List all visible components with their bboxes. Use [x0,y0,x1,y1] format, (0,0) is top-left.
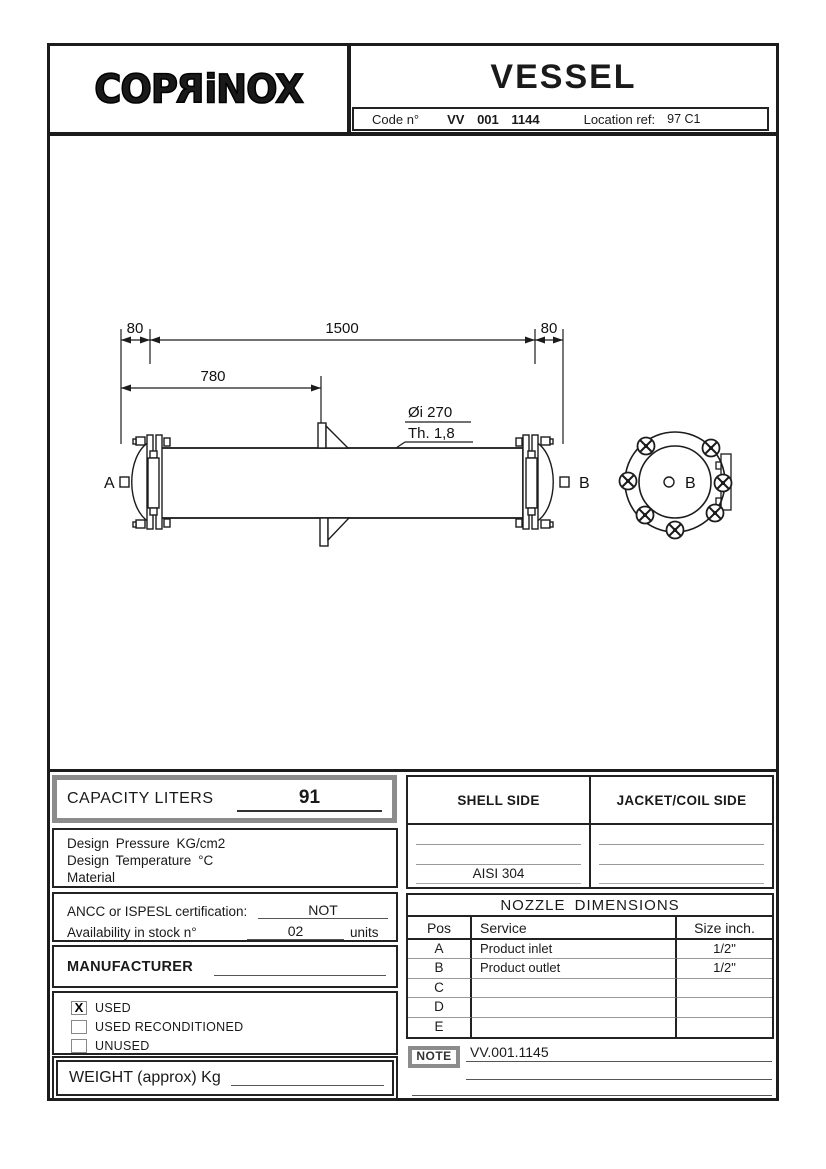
unused-label: UNUSED [95,1038,150,1053]
left-head-assembly [120,435,170,529]
vessel-side-view [120,423,569,546]
used-label: USED [95,1000,131,1015]
location-ref-value: 97 C1 [667,112,701,126]
logo-mirrored-r: R [176,66,205,112]
manufacturer-value-line [214,958,386,976]
pos-cell: B [408,959,472,978]
pos-cell: E [408,1018,472,1037]
weight-value-line [231,1070,384,1086]
used-reconditioned-label: USED RECONDITIONED [95,1019,244,1034]
nozzle-a-label: A [104,475,115,492]
jacket-side-column [591,825,772,887]
code-value: VV 001 1144 [447,111,540,127]
weight-label: WEIGHT (approx) Kg [69,1069,221,1086]
service-cell [472,979,677,998]
nozzle-b-label: B [579,475,590,492]
design-pressure-label: Design Pressure KG/cm2 [67,836,226,851]
stock-label: Availability in stock n° [67,925,197,940]
table-row [408,979,772,998]
dim-1500: 1500 [325,320,359,337]
design-conditions-box [52,828,398,888]
jacket-material-value [599,865,764,884]
table-row [408,940,772,959]
service-column-header: Service [472,917,677,939]
ancc-value: NOT [258,902,388,919]
service-cell: Product outlet [472,959,677,978]
right-head-assembly [516,435,569,529]
end-view-b-label: B [685,475,696,492]
design-temperature-label: Design Temperature °C [67,853,214,868]
condition-option-used-reconditioned [71,1017,396,1036]
nozzle-dimensions-table [406,893,774,1039]
logo-pre: COP [94,66,177,112]
capacity-label: CAPACITY LITERS [67,790,214,807]
pos-cell: C [408,979,472,998]
service-cell: Product inlet [472,940,677,959]
dim-inner-diameter: Øi 270 [408,404,453,421]
shell-pressure-value [416,825,581,845]
location-ref-label: Location ref: [583,111,656,127]
capacity-value: 91 [237,787,382,812]
pos-cell: A [408,940,472,959]
note-label: NOTE [408,1046,460,1068]
shell-temperature-value [416,845,581,865]
stock-units-label: units [350,925,379,940]
clamp-bolts [620,438,732,539]
service-cell [472,1018,677,1037]
unused-checkbox[interactable] [71,1039,87,1053]
dim-right-80: 80 [540,320,558,337]
table-row [408,959,772,978]
size-cell [677,979,772,998]
pos-cell: D [408,998,472,1017]
table-row [408,998,772,1017]
shell-side-column [408,825,591,887]
size-column-header: Size inch. [694,920,755,936]
pos-column-header: Pos [408,917,472,939]
ancc-label: ANCC or ISPESL certification: [67,904,248,919]
used-checkbox[interactable]: X [71,1001,87,1015]
nozzle-table-title: NOZZLE DIMENSIONS [408,895,772,917]
vessel-drawing [50,136,776,769]
note-line-2 [466,1064,772,1080]
dim-780: 780 [200,368,226,385]
manufacturer-label: MANUFACTURER [67,958,194,975]
size-cell [677,998,772,1017]
shell-material-value: AISI 304 [416,865,581,884]
logo-post: iNOX [204,66,303,112]
size-cell: 1/2" [677,940,772,959]
jacket-coil-side-header: JACKET/COIL SIDE [616,792,747,808]
document-title: VESSEL [490,58,637,96]
technical-drawing-cell [47,133,779,772]
condition-box [52,991,398,1055]
certification-box [52,892,398,942]
table-row [408,1018,772,1037]
note-line-3 [412,1080,772,1096]
dim-left-80: 80 [126,320,144,337]
used-reconditioned-checkbox[interactable] [71,1020,87,1034]
code-box [352,107,769,131]
note-line-1: VV.001.1145 [466,1044,772,1062]
dim-thickness: Th. 1,8 [408,425,455,442]
coprinox-logo [94,66,303,111]
weight-box [52,1056,398,1100]
shell-side-header: SHELL SIDE [408,777,591,823]
material-label: Material [67,870,116,885]
vessel-end-view [620,432,732,539]
size-cell: 1/2" [677,959,772,978]
size-cell [677,1018,772,1037]
code-label: Code n° [372,111,420,127]
shell-jacket-table [406,775,774,889]
service-cell [472,998,677,1017]
logo-cell [47,43,350,135]
manufacturer-box [52,945,398,988]
condition-option-unused [71,1036,396,1055]
condition-option-used [71,998,396,1017]
jacket-temperature-value [599,845,764,865]
stock-value: 02 [247,923,344,940]
capacity-box [52,775,397,823]
jacket-pressure-value [599,825,764,845]
